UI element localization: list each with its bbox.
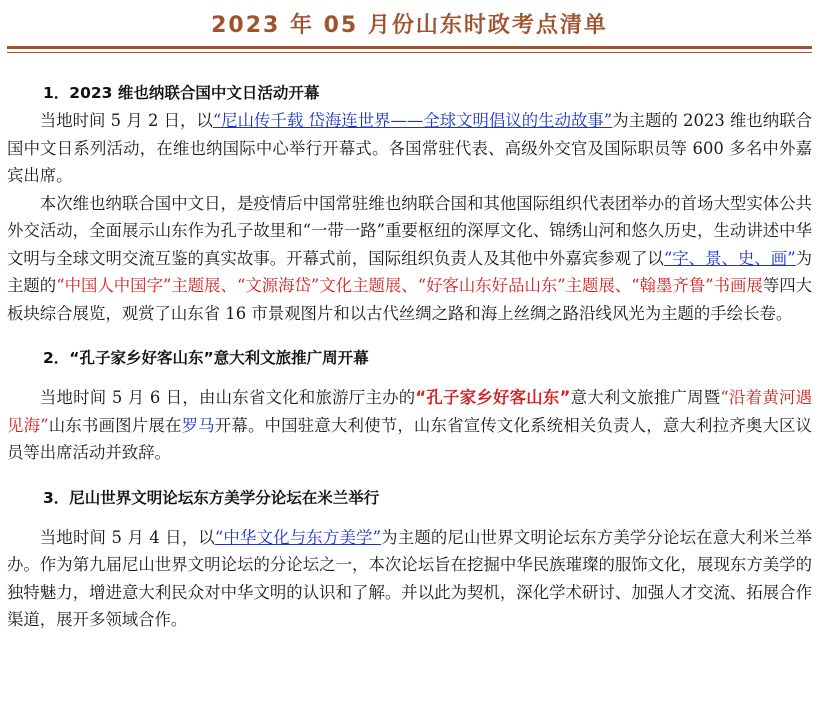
- text-span: 等四大板块综合展览，观赏了山东省 16 市景观图片和以古代丝绸之路和海上丝绸之路沿线风光为主题的手绘长卷。: [7, 276, 812, 323]
- section-2-paragraph-1: [7, 384, 812, 467]
- exhibition-highlight: “中国人中国字”主题展、“文源海岱”文化主题展、“好客山东好品山东”主题展、“翰墨齐鲁”书画展: [56, 276, 763, 295]
- city-highlight: 罗马: [181, 415, 215, 435]
- theme-link[interactable]: “中华文化与东方美学”: [214, 527, 381, 547]
- exhibition-highlight: “沿着黄河遇见海”: [7, 388, 813, 435]
- title-rule-thick: [7, 46, 812, 49]
- text-span: 意大利文旅推广周暨: [570, 388, 721, 407]
- text-span: 开幕。中国驻意大利使节，山东省宣传文化系统相关负责人，意大利拉齐奥大区议员等出席活动并致辞。: [7, 415, 813, 462]
- theme-link[interactable]: “尼山传千载 岱海连世界——全球文明倡议的生动故事”: [212, 111, 613, 130]
- section-heading-3: 3．尼山世界文明论坛东方美学分论坛在米兰举行: [43, 488, 380, 507]
- text-span: 山东书画图片展在: [48, 415, 182, 435]
- document-body: [7, 80, 812, 634]
- title-rule-thin: [7, 52, 812, 53]
- theme-link[interactable]: “字、景、史、画”: [663, 248, 796, 268]
- section-3-paragraph-1: [7, 524, 812, 634]
- text-span: 为主题的尼山世界文明论坛东方美学分论坛在意大利米兰举办。作为第九届尼山世界文明论坛的分论坛之一，本次论坛旨在挖掘中华民族璀璨的服饰文化，展现东方美学的独特魅力，增进意大利民众对中华文明的认识和了解。并以此为契机，深化学术研讨、加强人才交流、拓展合作渠道，展开多领域合作。: [7, 527, 812, 629]
- section-1-paragraph-1: [7, 107, 812, 190]
- text-span: 当地时间 5 月 2 日，以: [39, 111, 213, 130]
- section-heading-2: 2．“孔子家乡好客山东”意大利文旅推广周开幕: [43, 349, 369, 367]
- document-title: 2023 年 05 月份山东时政考点清单: [211, 13, 608, 38]
- text-span: 本次维也纳联合国中文日，是疫情后中国常驻维也纳联合国和其他国际组织代表团举办的首场大型实体公共外交活动，全面展示山东作为孔子故里和“一带一路”重要枢纽的深厚文化、锦绣山河和悠久历史，生动讲述中华文明与全球文明交流互鉴的真实故事。开幕式前，国际组织负责人及其他中外嘉宾参观了以: [7, 193, 812, 268]
- section-1-paragraph-2: [7, 190, 812, 328]
- text-span: 为主题的: [7, 248, 813, 295]
- campaign-highlight: “孔子家乡好客山东”: [415, 388, 571, 407]
- section-heading-1: 1．2023 维也纳联合国中文日活动开幕: [43, 84, 320, 102]
- text-span: 当地时间 5 月 4 日，以: [39, 527, 215, 547]
- text-span: 当地时间 5 月 6 日，由山东省文化和旅游厅主办的: [39, 388, 416, 407]
- text-span: 为主题的 2023 维也纳联合国中文日系列活动，在维也纳国际中心举行开幕式。各国常驻代表、高级外交官及国际职员等 600 多名中外嘉宾出席。: [7, 111, 812, 185]
